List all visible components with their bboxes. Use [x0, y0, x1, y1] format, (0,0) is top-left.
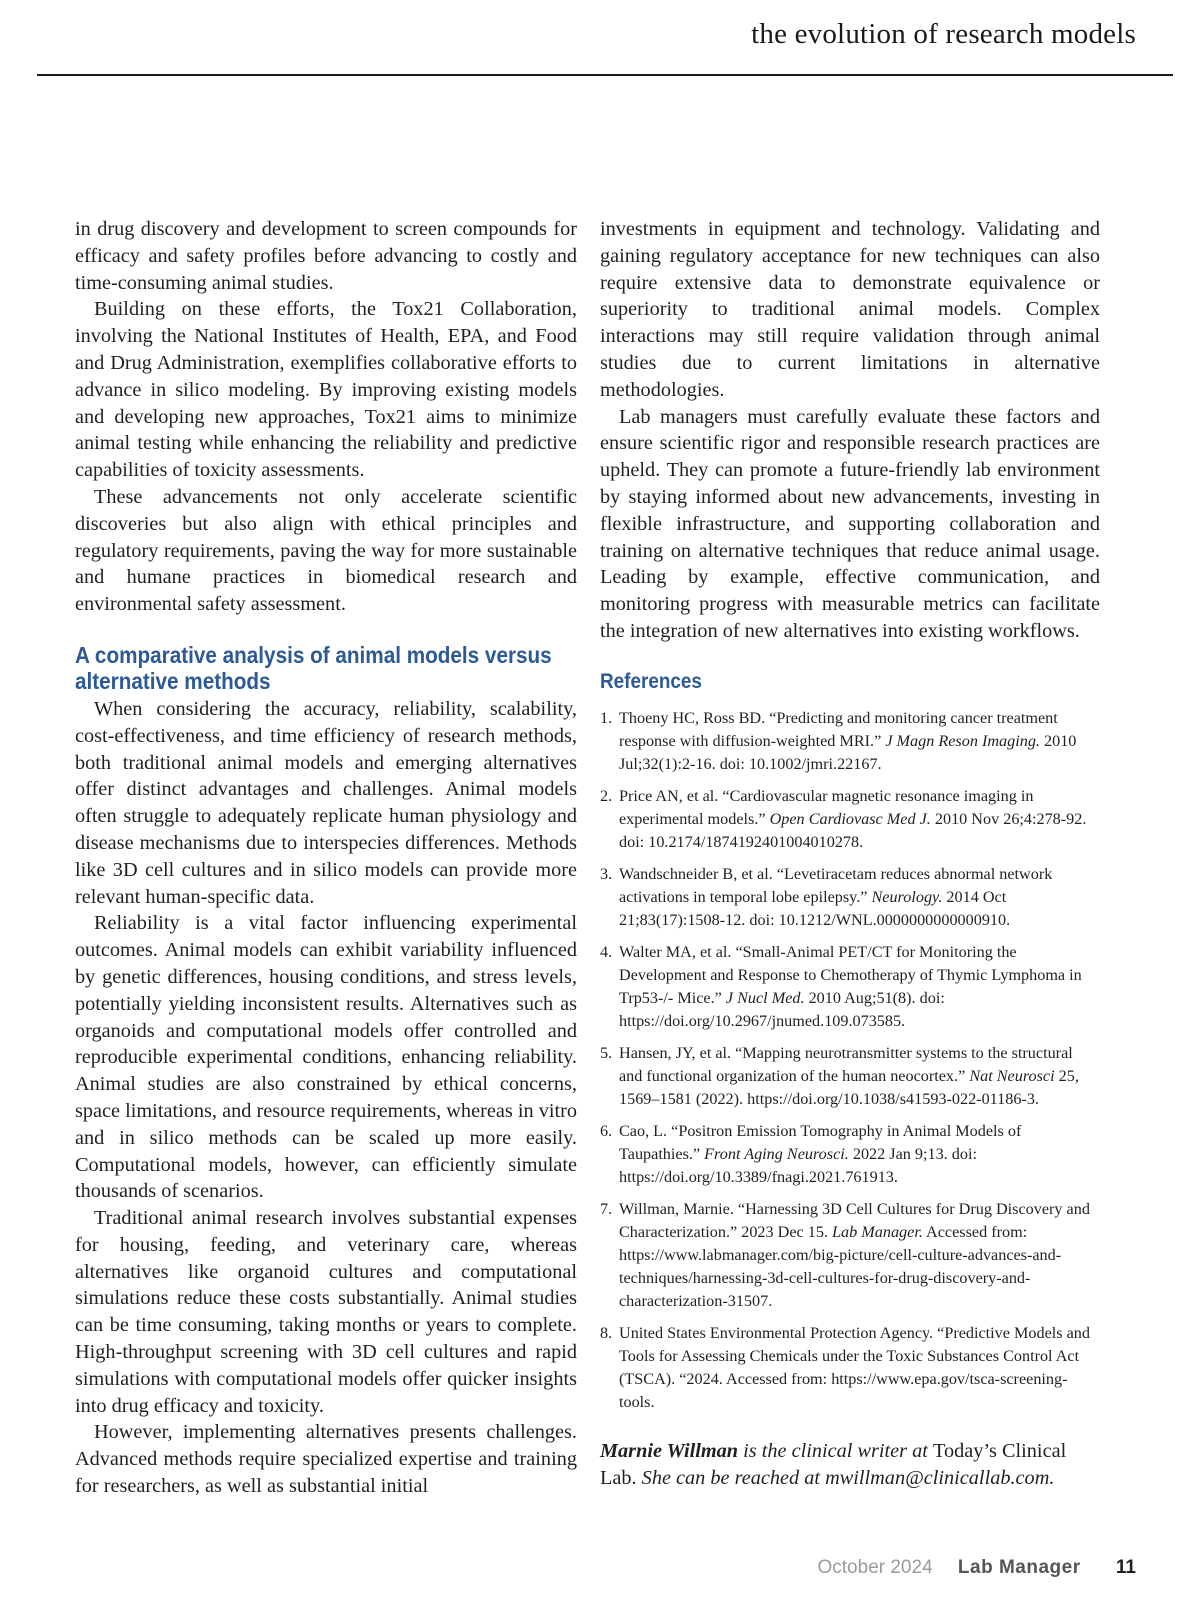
right-column — [600, 216, 1100, 1491]
body-paragraph: These advancements not only accelerate scientific discoveries but also align with ethical principles and regulatory requirements, paving the way for more sustainable and humane practices in biomedical research and environmental safety assessment. — [75, 485, 577, 616]
reference-item: 2. Price AN, et al. “Cardiovascular magnetic resonance imaging in experimental models.” Open Cardiovasc Med J. 2010 Nov 26;4:278-92. doi: 10.2174/1874192401004010278. — [600, 786, 1087, 851]
body-paragraph: in drug discovery and development to screen compounds for efficacy and safety profiles before advancing to costly and time-consuming animal studies. — [75, 218, 577, 294]
body-paragraph: When considering the accuracy, reliability, scalability, cost-effectiveness, and time efficiency of research methods, both traditional animal models and emerging alternatives offer distinct advantages and challenges. Animal models often struggle to adequately replicate human physiology and disease mechanisms due to interspecies differences. Methods like 3D cell cultures and in silico models can provide more relevant human-specific data. — [75, 697, 577, 908]
body-paragraph: investments in equipment and technology. Validating and gaining regulatory acceptance for new techniques can also require extensive data to demonstrate equivalence or superiority to traditional animal models. Complex interactions may still require validation through animal studies due to current limitations in alternative methodologies. — [600, 218, 1100, 401]
reference-item: 7. Willman, Marnie. “Harnessing 3D Cell Cultures for Drug Discovery and Characterization.” 2023 Dec 15. Lab Manager. Accessed from: https://www.labmanager.com/big-picture/cell-culture-advances-and-techniques/harnessing-3d-cell-cultures-for-drug-discovery-and-characterization-31507. — [600, 1199, 1090, 1310]
page-number: 11 — [1115, 1557, 1136, 1578]
magazine-name: Lab Manager — [957, 1557, 1081, 1578]
reference-item: 8. United States Environmental Protection Agency. “Predictive Models and Tools for Assessing Chemicals under the Toxic Substances Control Act (TSCA). “2024. Accessed from: https://www.epa.gov/tsca-screening-tools. — [600, 1323, 1090, 1411]
reference-item: 4. Walter MA, et al. “Small-Animal PET/CT for Monitoring the Development and Response to Chemotherapy of Thymic Lymphoma in Trp53-/- Mice.” J Nucl Med. 2010 Aug;51(8). doi: https://doi.org/10.2967/jnumed.109.073585. — [600, 942, 1082, 1030]
references-list — [600, 707, 1100, 1414]
page-footer — [818, 1557, 1137, 1579]
author-bio: Marnie Willman is the clinical writer at Today’s Clinical Lab. She can be reached at mwillman@clinicallab.com. — [600, 1439, 1067, 1489]
section-heading: A comparative analysis of animal models versus alternative methods — [75, 641, 552, 694]
header-rule — [37, 74, 1173, 76]
reference-item: 6. Cao, L. “Positron Emission Tomography in Animal Models of Taupathies.” Front Aging Neurosci. 2022 Jan 9;13. doi: https://doi.org/10.3389/fnagi.2021.761913. — [600, 1121, 1022, 1186]
author-name: Marnie Willman — [600, 1439, 739, 1462]
issue-date: October 2024 — [817, 1557, 933, 1578]
reference-item: 3. Wandschneider B, et al. “Levetiracetam reduces abnormal network activations in temporal lobe epilepsy.” Neurology. 2014 Oct 21;83(17):1508-12. doi: 10.1212/WNL.0000000000000910. — [600, 864, 1053, 929]
body-paragraph: Building on these efforts, the Tox21 Collaboration, involving the National Institutes of Health, EPA, and Food and Drug Administration, exemplifies collaborative efforts to advance in silico modeling. By improving existing models and developing new approaches, Tox21 aims to minimize animal testing while enhancing the reliability and predictive capabilities of toxicity assessments. — [75, 298, 577, 482]
body-paragraph: Traditional animal research involves substantial expenses for housing, feeding, and veterinary care, whereas alternatives like organoid cultures and computational simulations reduce these costs substantially. Animal studies can be time consuming, taking months or years to complete. High-throughput screening with 3D cell cultures and rapid simulations with computational models offer quicker insights into drug efficacy and toxicity. — [75, 1207, 577, 1417]
left-column — [75, 216, 577, 1500]
body-paragraph: However, implementing alternatives presents challenges. Advanced methods require specialized expertise and training for researchers, as well as substantial initial — [75, 1421, 577, 1498]
body-paragraph: Reliability is a vital factor influencing experimental outcomes. Animal models can exhibit variability influenced by genetic differences, housing conditions, and stress levels, potentially yielding inconsistent results. Alternatives such as organoids and computational models offer controlled and reproducible experimental conditions, enhancing reliability. Animal studies are also constrained by ethical concerns, space limitations, and resource requirements, whereas in vitro and in silico methods can be scaled up more easily. Computational models, however, can efficiently simulate thousands of scenarios. — [75, 912, 577, 1203]
body-paragraph: Lab managers must carefully evaluate these factors and ensure scientific rigor and responsible research practices are upheld. They can promote a future-friendly lab environment by staying informed about new advancements, investing in flexible infrastructure, and supporting collaboration and training on alternative techniques that reduce animal usage. Leading by example, effective communication, and monitoring progress with measurable metrics can facilitate the integration of new alternatives into existing workflows. — [600, 405, 1100, 642]
references-heading: References — [600, 669, 702, 693]
reference-item: 1. Thoeny HC, Ross BD. “Predicting and monitoring cancer treatment response with diffusion-weighted MRI.” J Magn Reson Imaging. 2010 Jul;32(1):2-16. doi: 10.1002/jmri.22167. — [600, 708, 1077, 773]
reference-item: 5. Hansen, JY, et al. “Mapping neurotransmitter systems to the structural and functional organization of the human neocortex.” Nat Neurosci 25, 1569–1581 (2022). https://doi.org/10.1038/s41593-022-01186-3. — [600, 1043, 1079, 1108]
running-title: the evolution of research models — [751, 18, 1136, 50]
